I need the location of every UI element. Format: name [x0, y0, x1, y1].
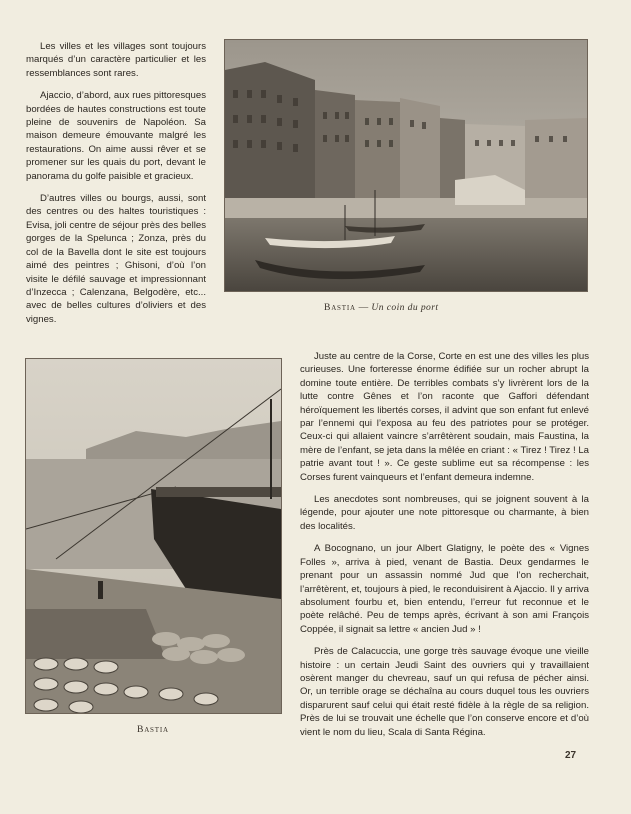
caption-place: Bastia	[324, 302, 356, 313]
paragraph: A Bocognano, un jour Albert Glatigny, le poète des « Vignes Folles », arriva à pied, venant de Bastia. Deux gendarmes le prenant pour un assassin nommé Jud que l’on recherchait, l’arrêtèrent, et, toujours à pied, le reconduisirent à Ajaccio. Il y arriva absolument fourbu et, bien entendu, l’erreur fut reconnue et le poète relâché. Peu de temps après, écrivant à son ami François Coppée, il signait sa lettre « ancien Jud » !	[300, 543, 589, 635]
paragraph: Ajaccio, d’abord, aux rues pittoresques bordées de hautes constructions est toute pleine de souvenirs de Napoléon. Sa maison demeure émouvante malgré les restaurations. On aime aussi rêver et se promener sur les quais du port, devant le panorama du golfe paisible et gracieux.	[26, 90, 206, 182]
right-text-column	[300, 350, 589, 748]
bastia-ship-photo	[25, 358, 282, 714]
paragraph: D’autres villes ou bourgs, aussi, sont des centres ou des haltes touristiques : Evisa, joli centre de séjour près des belles gorges de la Spelunca ; Zonza, près du col de la Bavella dont le site est toujours aimé des peintres ; Ghisoni, d’où l’on visite le défilé sauvage et impressionnant d’Inzecca ; Calenzana, Belgodère, etc... avec de belles cultures d’oliviers et des vignes.	[26, 193, 206, 325]
bastia-port-photo	[224, 39, 588, 292]
caption-description: Un coin du port	[371, 302, 439, 313]
paragraph: Près de Calacuccia, une gorge très sauvage évoque une vieille histoire : un certain Jeudi Saint des ouvriers qui y travaillaient osèrent manger du chevreau, sauf un qui refusa de pécher ainsi. Or, un terrible orage se déchaîna au cours duquel tous les ouvriers disparurent sauf celui qui était resté fidèle à la règle de sa religion. Près de lui se trouvait une échelle que l’on conserve encore et d’où vient le nom du lieu, Scala di Santa Régina.	[300, 646, 589, 738]
caption-separator: —	[355, 302, 372, 313]
port-photo-caption	[324, 302, 438, 313]
paragraph: Les anecdotes sont nombreuses, qui se joignent souvent à la légende, pour ajouter une note pittoresque ou charmante, à bien des localités.	[300, 494, 589, 532]
ship-photo-caption	[137, 724, 169, 735]
paragraph: Juste au centre de la Corse, Corte en est une des villes les plus curieuses. Une forteresse énorme édifiée sur un rocher abrupt la domine toute entière. De terribles combats s’y livrèrent lors de la lutte contre Gênes et l’on raconte que Gaffori défendant héroïquement les libertés corses, il advint que son enfant fut enlevé par l’ennemi qui l’exposa au feu des patriotes pour se protéger. Ceux-ci qui allaient vaincre s’arrêtèrent soudain, mais Faustina, la mère de l’enfant, se jeta dans la mêlée en criant : « Tirez ! Tirez ! La patrie avant tout ! ». Ce geste sublime eut sa récompense : les Corses furent vainqueurs et l’enfant demeura indemne.	[300, 351, 589, 483]
page-number: 27	[565, 750, 577, 761]
paragraph: Les villes et les villages sont toujours marqués d’un caractère particulier et les ressemblances sont rares.	[26, 41, 206, 79]
left-text-column	[26, 40, 206, 335]
caption-place: Bastia	[137, 724, 169, 735]
